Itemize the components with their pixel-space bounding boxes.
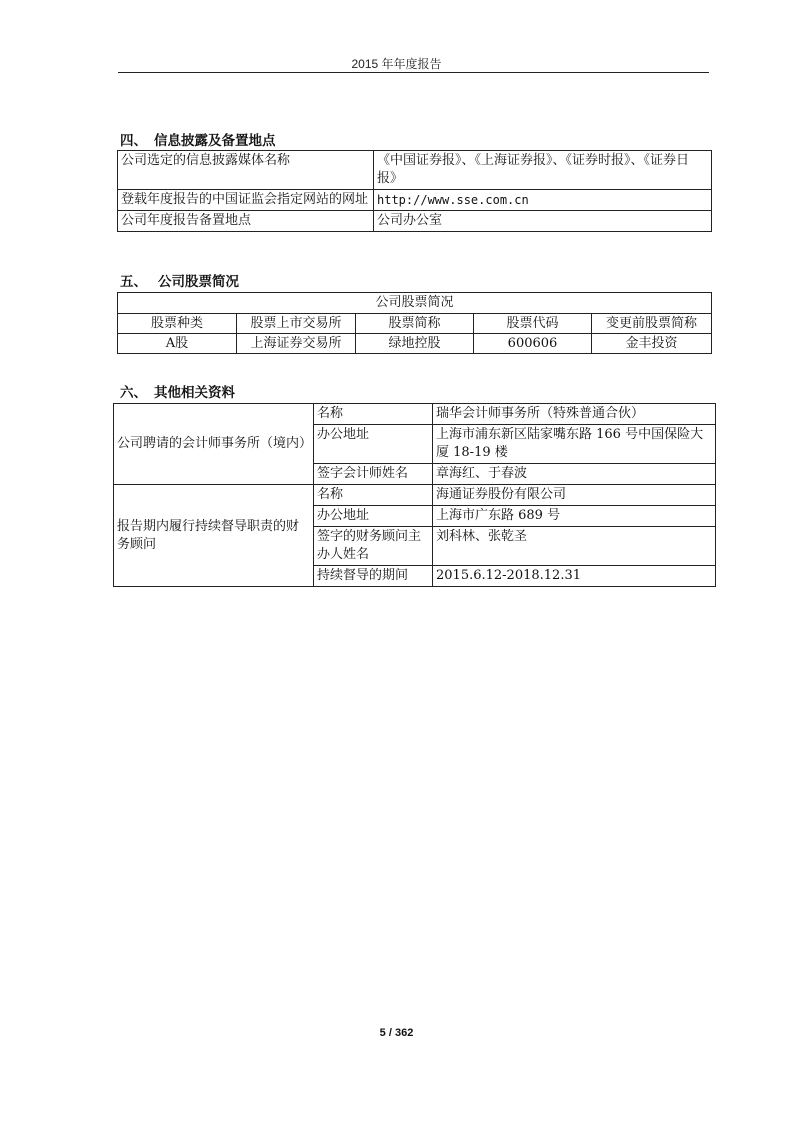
section-6-number: 六、 xyxy=(120,385,147,401)
field-key: 名称 xyxy=(314,485,433,506)
table-row xyxy=(114,485,716,506)
disclosure-table xyxy=(117,150,712,232)
section-5-heading xyxy=(120,270,239,290)
former-short-name: 金丰投资 xyxy=(592,334,712,354)
field-key: 办公地址 xyxy=(314,425,433,464)
header-rule xyxy=(118,72,709,73)
accounting-firm-label: 公司聘请的会计师事务所（境内） xyxy=(114,404,314,485)
table-row xyxy=(118,151,712,190)
section-4-number: 四、 xyxy=(120,133,147,149)
section-5-number: 五、 xyxy=(120,274,147,290)
column-header: 股票简称 xyxy=(356,314,474,334)
field-key: 签字会计师姓名 xyxy=(314,464,433,485)
stock-exchange: 上海证券交易所 xyxy=(237,334,356,354)
column-header: 股票种类 xyxy=(118,314,237,334)
section-4-title: 信息披露及备置地点 xyxy=(154,133,276,149)
field-value: 上海市广东路 689 号 xyxy=(433,506,716,527)
other-info-table xyxy=(113,403,716,587)
section-4-heading xyxy=(120,129,276,149)
table-row xyxy=(114,404,716,425)
page-header-title: 2015 年年度报告 xyxy=(351,57,442,71)
section-6-heading xyxy=(120,381,235,401)
disclosure-label: 公司年度报告备置地点 xyxy=(118,211,374,232)
column-header: 变更前股票简称 xyxy=(592,314,712,334)
stock-table xyxy=(117,292,712,354)
stock-code: 600606 xyxy=(474,334,592,354)
page-number: 5 / 362 xyxy=(379,1027,414,1039)
field-value: 2015.6.12-2018.12.31 xyxy=(433,566,716,587)
field-value: 海通证券股份有限公司 xyxy=(433,485,716,506)
stock-short-name: 绿地控股 xyxy=(356,334,474,354)
table-row xyxy=(118,211,712,232)
field-value: 刘科林、张乾圣 xyxy=(433,527,716,566)
disclosure-label: 登载年度报告的中国证监会指定网站的网址 xyxy=(118,190,374,211)
stock-table-caption: 公司股票简况 xyxy=(118,293,712,314)
stock-type: A股 xyxy=(118,334,237,354)
field-key: 办公地址 xyxy=(314,506,433,527)
section-6-title: 其他相关资料 xyxy=(154,385,235,401)
field-key: 持续督导的期间 xyxy=(314,566,433,587)
disclosure-value: 公司办公室 xyxy=(374,211,712,232)
field-key: 签字的财务顾问主办人姓名 xyxy=(314,527,433,566)
field-value: 瑞华会计师事务所（特殊普通合伙） xyxy=(433,404,716,425)
field-value: 上海市浦东新区陆家嘴东路 166 号中国保险大厦 18-19 楼 xyxy=(433,425,716,464)
disclosure-value: http://www.sse.com.cn xyxy=(374,190,712,211)
table-caption-row xyxy=(118,293,712,314)
column-header: 股票代码 xyxy=(474,314,592,334)
disclosure-value: 《中国证券报》、《上海证券报》、《证券时报》、《证券日报》 xyxy=(374,151,712,190)
section-5-title: 公司股票简况 xyxy=(158,274,239,290)
financial-advisor-label: 报告期内履行持续督导职责的财务顾问 xyxy=(114,485,314,587)
table-row xyxy=(118,334,712,354)
field-key: 名称 xyxy=(314,404,433,425)
column-header: 股票上市交易所 xyxy=(237,314,356,334)
field-value: 章海红、于春波 xyxy=(433,464,716,485)
table-row xyxy=(118,190,712,211)
disclosure-label: 公司选定的信息披露媒体名称 xyxy=(118,151,374,190)
table-header-row xyxy=(118,314,712,334)
